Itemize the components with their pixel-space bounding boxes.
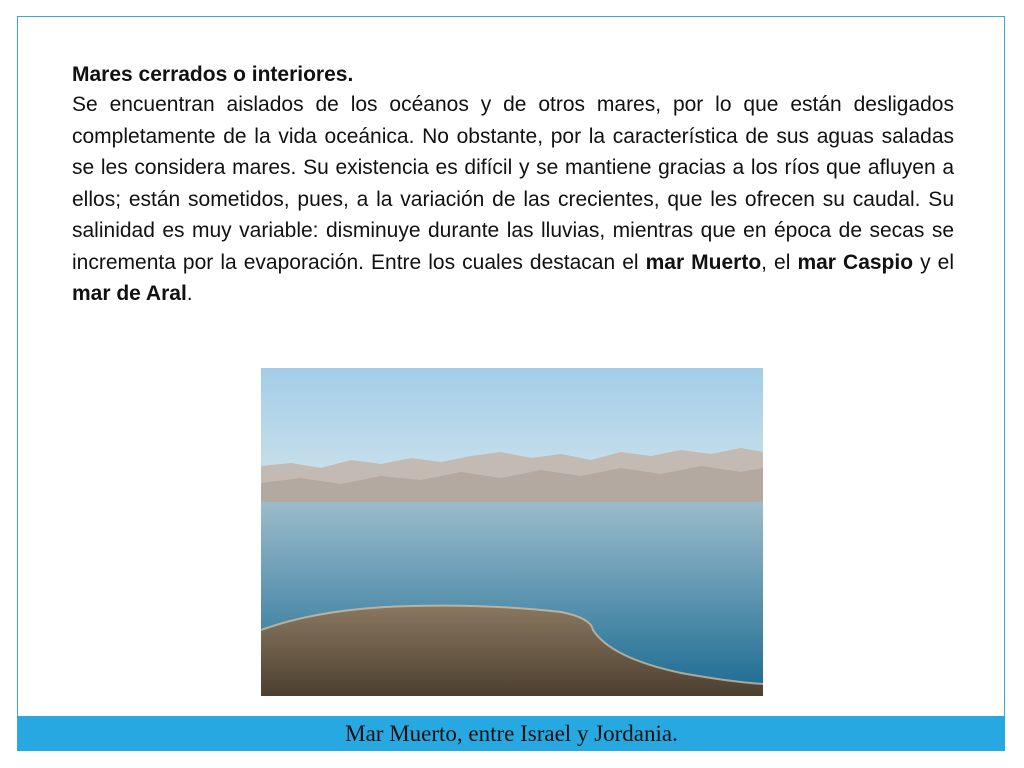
image-caption: Mar Muerto, entre Israel y Jordania. [345,720,678,746]
paragraph-separator: y el [913,250,954,274]
caption-bar [18,716,1005,751]
section-paragraph [72,89,954,310]
paragraph-text: Se encuentran aislados de los océanos y de otros mares, por lo que están desligados completamente de la vida oceánica. No obstante, por la característica de sus aguas saladas se les considera mares. Su existencia es difícil y se mantiene gracias a los ríos que afluyen a ellos; están sometidos, pues, a la variación de las crecientes, que les ofrecen su caudal. Su salinidad es muy variable: disminuye durante las lluvias, mientras que en época de secas se incrementa por la evaporación. Entre los cuales destacan el [72,93,954,274]
paragraph-end: . [186,282,193,305]
section-title: Mares cerrados o interiores. [72,63,354,86]
dead-sea-photo [261,368,763,696]
text-content [72,60,954,310]
highlight-mar-caspio: mar Caspio [797,250,914,274]
landscape-illustration [261,368,763,696]
paragraph-separator: , el [761,250,798,274]
highlight-mar-muerto: mar Muerto [645,250,762,274]
highlight-mar-de-aral: mar de Aral [72,282,187,305]
